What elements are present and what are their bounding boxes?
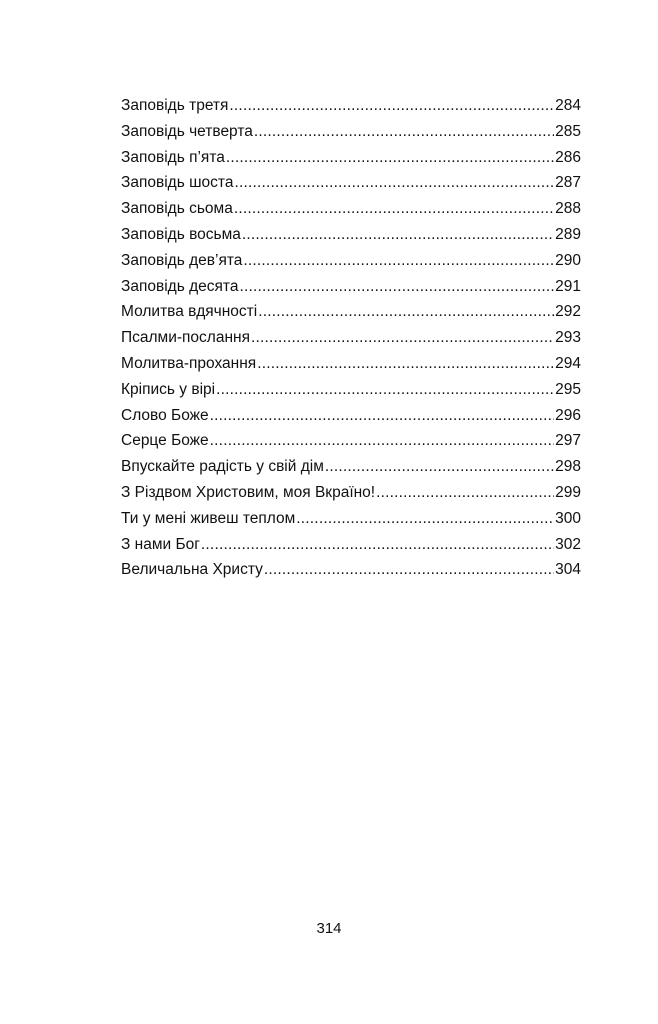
toc-dot-leader <box>254 119 554 145</box>
toc-entry <box>121 119 581 145</box>
toc-dot-leader <box>251 325 554 351</box>
toc-entry-title: Заповідь шоста <box>121 174 234 192</box>
toc-entry-page: 299 <box>555 483 581 501</box>
toc-entry-page: 284 <box>555 97 581 114</box>
toc-entry <box>121 480 581 506</box>
toc-dot-leader <box>257 351 554 377</box>
toc-entry <box>121 196 581 222</box>
toc-entry-page: 292 <box>555 303 581 321</box>
toc-entry-title: Величальна Христу <box>121 561 263 579</box>
toc-dot-leader <box>296 506 554 532</box>
toc-dot-leader <box>234 196 554 222</box>
toc-entry-title: Молитва вдячності <box>121 303 258 321</box>
toc-entry <box>121 454 581 480</box>
toc-entry-title: Заповідь четверта <box>121 122 253 140</box>
toc-entry-page: 295 <box>555 380 581 398</box>
toc-entry-title: Заповідь сьома <box>121 200 233 218</box>
toc-entry-page: 302 <box>555 535 581 553</box>
toc-entry <box>121 325 581 351</box>
toc-entry <box>121 403 581 429</box>
toc-entry-page: 293 <box>555 329 581 347</box>
toc-dot-leader <box>210 428 554 454</box>
toc-entry <box>121 248 581 274</box>
toc-entry <box>121 222 581 248</box>
toc-entry-page: 298 <box>555 458 581 476</box>
toc-dot-leader <box>201 532 554 558</box>
toc-entry-title: Заповідь дев’ята <box>121 251 243 269</box>
toc-entry-title: З нами Бог <box>121 535 200 553</box>
toc-entry-title: Заповідь восьма <box>121 225 241 243</box>
toc-dot-leader <box>243 248 554 274</box>
toc-dot-leader <box>210 403 554 429</box>
toc-entry <box>121 145 581 171</box>
toc-dot-leader <box>258 299 554 325</box>
toc-entry <box>121 428 581 454</box>
toc-entry-page: 288 <box>555 200 581 218</box>
toc-dot-leader <box>216 377 554 403</box>
toc-entry <box>121 93 581 119</box>
toc-dot-leader <box>229 93 554 119</box>
toc-entry-page: 290 <box>555 251 581 269</box>
toc-entry <box>121 377 581 403</box>
toc-entry-title: З Різдвом Христовим, моя Вкраїно! <box>121 483 376 501</box>
toc-dot-leader <box>239 274 554 300</box>
toc-dot-leader <box>376 480 554 506</box>
toc-dot-leader <box>242 222 554 248</box>
toc-entry-page: 289 <box>555 225 581 243</box>
toc-entry <box>121 351 581 377</box>
table-of-contents <box>121 93 581 583</box>
toc-entry-title: Заповідь десята <box>121 277 239 295</box>
toc-entry-title: Молитва-прохання <box>121 354 257 372</box>
toc-entry-page: 285 <box>555 122 581 140</box>
toc-dot-leader <box>325 454 554 480</box>
toc-entry-title: Ти у мені живеш теплом <box>121 509 296 527</box>
toc-entry-page: 291 <box>555 277 581 295</box>
toc-dot-leader <box>226 145 554 171</box>
toc-entry <box>121 557 581 583</box>
toc-dot-leader <box>234 170 554 196</box>
toc-entry-title: Впускайте радість у свій дім <box>121 458 324 476</box>
toc-entry-page: 296 <box>555 406 581 424</box>
toc-entry-title: Заповідь третя <box>121 97 229 114</box>
toc-entry-page: 304 <box>555 561 581 579</box>
toc-entry-title: Кріпись у вірі <box>121 380 216 398</box>
toc-entry-page: 297 <box>555 432 581 450</box>
toc-entry <box>121 170 581 196</box>
toc-entry-page: 287 <box>555 174 581 192</box>
toc-entry <box>121 532 581 558</box>
toc-entry-title: Слово Боже <box>121 406 209 424</box>
toc-entry-title: Серце Боже <box>121 432 209 450</box>
toc-dot-leader <box>264 557 554 583</box>
page-number: 314 <box>316 920 342 937</box>
toc-entry-page: 294 <box>555 354 581 372</box>
toc-entry-page: 286 <box>555 148 581 166</box>
toc-entry-page: 300 <box>555 509 581 527</box>
toc-entry-title: Псалми-послання <box>121 329 250 347</box>
toc-entry <box>121 274 581 300</box>
toc-entry-title: Заповідь п’ята <box>121 148 225 166</box>
toc-entry <box>121 299 581 325</box>
toc-entry <box>121 506 581 532</box>
